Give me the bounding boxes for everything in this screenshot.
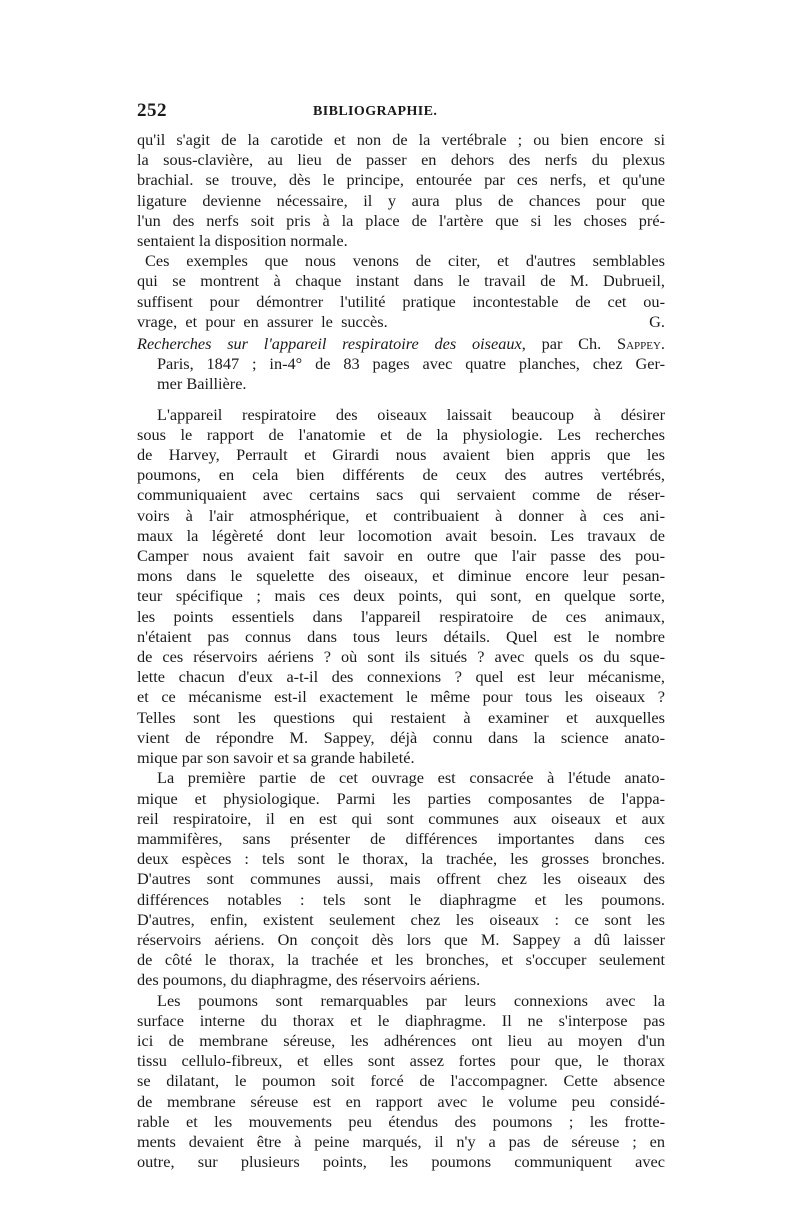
text-line: La première partie de cet ouvrage est consacrée à l'étude anato- xyxy=(157,768,665,788)
text-line: ici de membrane séreuse, les adhérences ont lieu au moyen d'un xyxy=(137,1030,665,1050)
text-line: outre, sur plusieurs points, les poumons communiquent avec xyxy=(137,1152,665,1172)
text-line: la sous-clavière, au lieu de passer en dehors des nerfs du plexus xyxy=(137,150,665,170)
text-line: réservoirs aériens. On conçoit dès lors que M. Sappey a dû laisser xyxy=(137,929,665,949)
text-line: D'autres sont communes aussi, mais offrent chez les oiseaux des xyxy=(137,869,665,889)
review-paragraph xyxy=(137,405,665,769)
text-line: Telles sont les questions qui restaient à examiner et auxquelles xyxy=(137,707,665,727)
paragraph-review-conclusion xyxy=(137,251,665,332)
text-line: et ce mécanisme est-il exactement le même pour tous les oiseaux ? xyxy=(137,687,665,707)
text-line: D'autres, enfin, existent seulement chez les oiseaux : ce sont les xyxy=(137,909,665,929)
text-line: qu'il s'agit de la carotide et non de la vertébrale ; ou bien encore si xyxy=(137,130,665,149)
text-line: n'étaient pas connus dans tous leurs détails. Quel est le nombre xyxy=(137,626,665,646)
text-line: reil respiratoire, il en est qui sont communes aux oiseaux et aux xyxy=(137,808,665,828)
text-line: vient de répondre M. Sappey, déjà connu dans la science anato- xyxy=(137,727,665,747)
text-line: se dilatant, le poumon soit forcé de l'accompagner. Cette absence xyxy=(137,1071,665,1091)
text-line: teur spécifique ; mais ces deux points, qui sont, en quelque sorte, xyxy=(137,586,665,606)
page-number: 252 xyxy=(137,100,167,121)
text-line: les points essentiels dans l'appareil respiratoire de ces animaux, xyxy=(137,606,665,626)
text-line: rable et les mouvements peu étendus des poumons ; les frotte- xyxy=(137,1111,665,1131)
text-line: de ces réservoirs aériens ? où sont ils situés ? avec quels os du sque- xyxy=(137,647,665,667)
text-line: surface interne du thorax et le diaphragme. Il ne s'interpose pas xyxy=(137,1010,665,1030)
book-page xyxy=(137,100,665,1172)
text-line: voirs à l'air atmosphérique, et contribuaient à donner à ces ani- xyxy=(137,505,665,525)
text-line: maux la légèreté dont leur locomotion avait besoin. Les travaux de xyxy=(137,525,665,545)
text-line: l'un des nerfs soit pris à la place de l'artère que si les choses pré- xyxy=(137,210,665,230)
text-line: Ces exemples que nous venons de citer, et d'autres semblables xyxy=(145,251,665,271)
text-line: mer Baillière. xyxy=(157,374,247,394)
text-line: brachial. se trouve, dès le principe, entourée par ces nerfs, et qu'une xyxy=(137,170,665,190)
text-line: des poumons, du diaphragme, des réservoirs aériens. xyxy=(137,970,481,990)
reference-by: , par Ch. xyxy=(521,334,618,354)
text-line: de côté le thorax, la trachée et les bronches, et s'occuper seulement xyxy=(137,950,665,970)
text-line: lette chacun d'eux a-t-il des connexions ? quel est leur mécanisme, xyxy=(137,667,665,687)
running-head xyxy=(137,100,665,130)
text-line: Les poumons sont remarquables par leurs connexions avec la xyxy=(157,990,665,1010)
review-paragraph xyxy=(137,991,665,1173)
paragraph-continuation xyxy=(137,130,665,251)
text-line: mammifères, sans présenter de différences importantes dans ces xyxy=(137,828,665,848)
text-line: mons dans le squelette des oiseaux, et diminue encore leur pesan- xyxy=(137,566,665,586)
running-title: BIBLIOGRAPHIE. xyxy=(313,104,438,119)
reference-author: Sappey. xyxy=(617,334,665,354)
text-line: suffisent pour démontrer l'utilité pratique incontestable de cet ou- xyxy=(137,291,665,311)
text-line: qui se montrent à chaque instant dans le travail de M. Dubrueil, xyxy=(137,271,665,291)
text-line: Paris, 1847 ; in-4° de 83 pages avec quatre planches, chez Ger- xyxy=(157,354,665,374)
text-line: mique par son savoir et sa grande habileté. xyxy=(137,748,415,768)
spacer xyxy=(137,395,665,405)
text-line: sentaient la disposition normale. xyxy=(137,231,348,251)
reference-title-line xyxy=(137,334,665,354)
bibliographic-reference xyxy=(137,334,665,395)
text-line: ments devaient être à peine marqués, il n'y a pas de séreuse ; en xyxy=(137,1131,665,1151)
text-line: vrage, et pour en assurer le succès. G. xyxy=(137,311,665,331)
text-line: L'appareil respiratoire des oiseaux laissait beaucoup à désirer xyxy=(157,404,665,424)
text-line: communiquaient avec certains sacs qui servaient comme de réser- xyxy=(137,485,665,505)
text-line: de membrane séreuse est en rapport avec le volume peu considé- xyxy=(137,1091,665,1111)
text-line: Camper nous avaient fait savoir en outre que l'air passe des pou- xyxy=(137,546,665,566)
reference-title: Recherches sur l'appareil respiratoire des oiseaux xyxy=(137,334,522,354)
text-line: différences notables : tels sont le diaphragme et les poumons. xyxy=(137,889,665,909)
text-line: poumons, en cela bien différents de ceux des autres vertébrés, xyxy=(137,465,665,485)
text-line: de Harvey, Perrault et Girardi nous avaient bien appris que les xyxy=(137,445,665,465)
text-line: deux espèces : tels sont le thorax, la trachée, les grosses bronches. xyxy=(137,849,665,869)
text-line: tissu cellulo-fibreux, et elles sont assez fortes pour que, le thorax xyxy=(137,1051,665,1071)
text-line: sous le rapport de l'anatomie et de la physiologie. Les recherches xyxy=(137,424,665,444)
text-line: mique et physiologique. Parmi les parties composantes de l'appa- xyxy=(137,788,665,808)
text-line: ligature devienne nécessaire, il y aura plus de chances pour que xyxy=(137,190,665,210)
review-paragraph xyxy=(137,768,665,990)
